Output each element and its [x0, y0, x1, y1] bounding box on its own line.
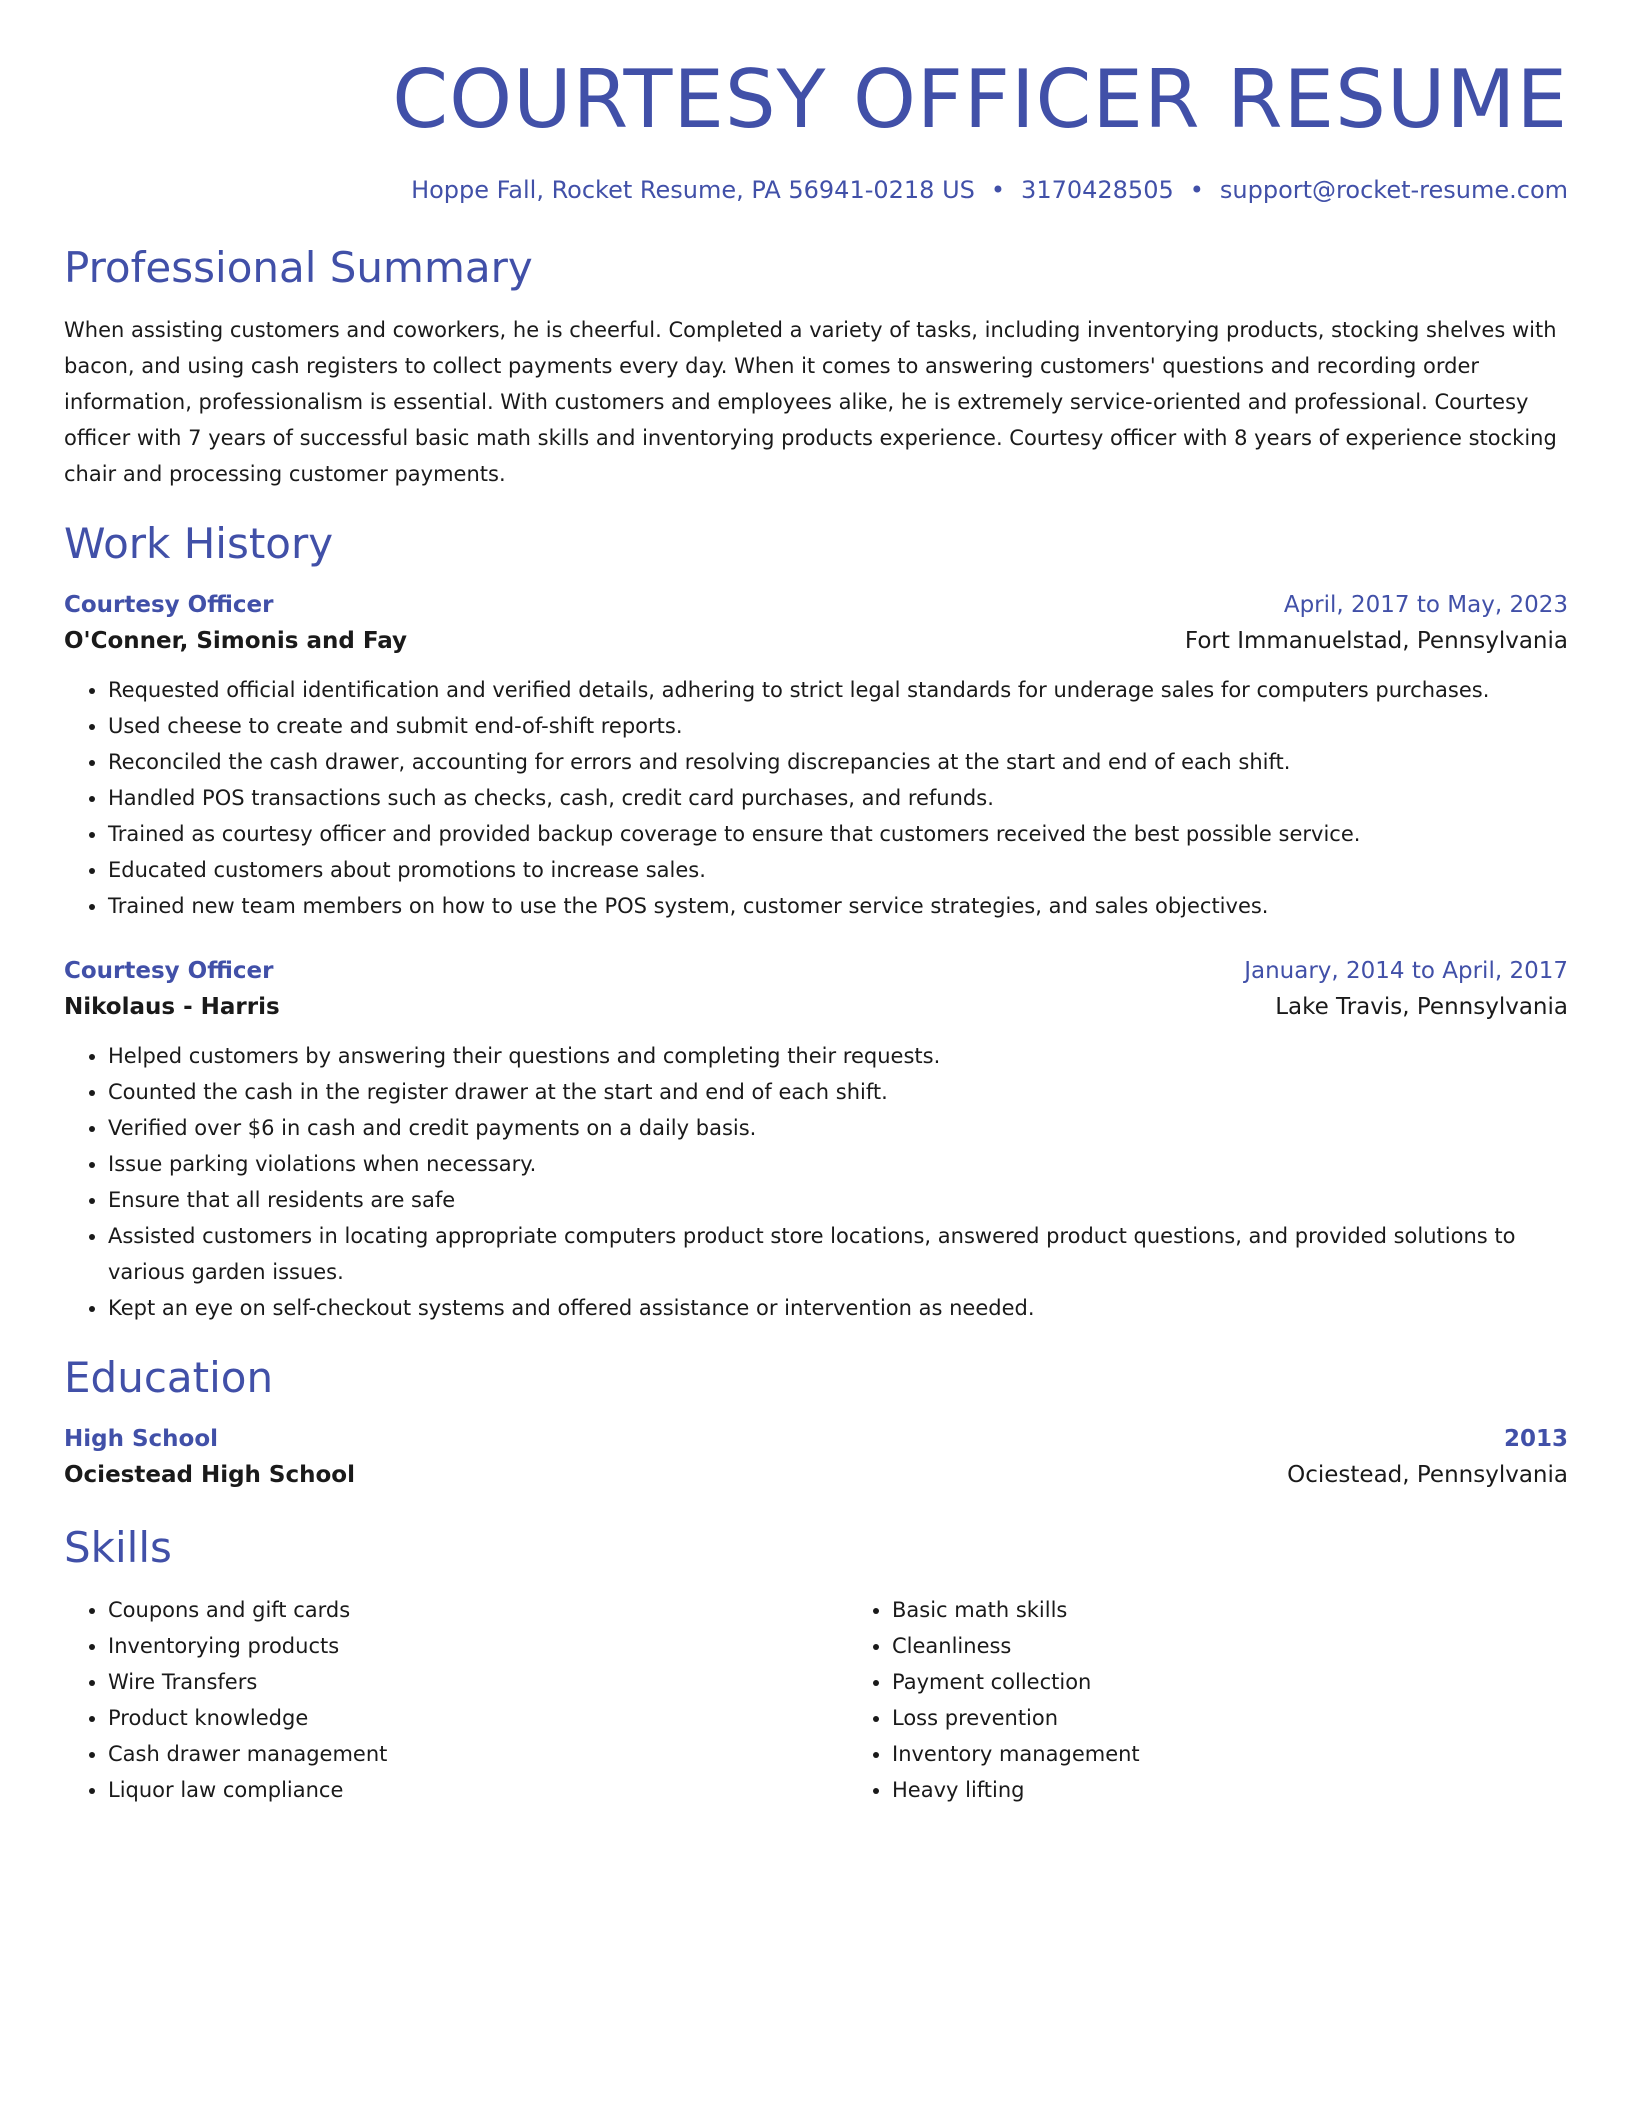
job-duties-list — [64, 1038, 1568, 1326]
education-degree-row — [64, 1422, 1568, 1456]
job-dates: January, 2014 to April, 2017 — [1244, 958, 1568, 984]
skill-item: • Wire Transfers — [108, 1664, 848, 1700]
skill-item: • Liquor law compliance — [108, 1772, 848, 1808]
contact-email: support@rocket-resume.com — [1219, 176, 1568, 204]
job-duty: • Ensure that all residents are safe — [108, 1182, 1568, 1218]
skills-section — [64, 1522, 1568, 1808]
resume-title: COURTESY OFFICER RESUME — [392, 53, 1568, 146]
education-location: Ociestead, Pennsylvania — [1287, 1462, 1568, 1488]
education-year: 2013 — [1503, 1426, 1568, 1452]
skill-item: • Product knowledge — [108, 1700, 848, 1736]
job-company-row — [64, 988, 1568, 1026]
job-duties-list — [64, 672, 1568, 924]
education-entry — [64, 1422, 1568, 1494]
job-duty: • Assisted customers in locating appropriate computers product store locations, answered product questions, and provided solutions to various garden issues. — [108, 1218, 1568, 1290]
contact-separator: • — [1189, 176, 1204, 204]
job-duty: • Trained as courtesy officer and provided backup coverage to ensure that customers received the best possible service. — [108, 816, 1568, 852]
skill-item: • Loss prevention — [892, 1700, 1632, 1736]
job-duty: • Verified over $6 in cash and credit payments on a daily basis. — [108, 1110, 1568, 1146]
skill-item: • Heavy lifting — [892, 1772, 1632, 1808]
education-degree: High School — [64, 1426, 219, 1452]
job-title: Courtesy Officer — [64, 958, 274, 984]
work-history-section — [64, 518, 1568, 1326]
contact-line — [64, 174, 1568, 206]
job-duty: • Handled POS transactions such as checks, cash, credit card purchases, and refunds. — [108, 780, 1568, 816]
job-location: Lake Travis, Pennsylvania — [1275, 994, 1568, 1020]
skill-item: • Inventorying products — [108, 1628, 848, 1664]
summary-section — [64, 242, 1568, 492]
education-school-row — [64, 1456, 1568, 1494]
work-history-heading: Work History — [64, 519, 334, 568]
job-entry — [64, 954, 1568, 1326]
resume-header — [64, 52, 1568, 206]
education-section — [64, 1352, 1568, 1494]
job-title: Courtesy Officer — [64, 592, 274, 618]
skills-heading: Skills — [64, 1523, 172, 1572]
skill-item: • Cleanliness — [892, 1628, 1632, 1664]
job-duty: • Kept an eye on self-checkout systems and offered assistance or intervention as needed. — [108, 1290, 1568, 1326]
job-duty: • Counted the cash in the register drawer at the start and end of each shift. — [108, 1074, 1568, 1110]
job-duty: • Requested official identification and verified details, adhering to strict legal standards for underage sales for computers purchases. — [108, 672, 1568, 708]
contact-separator: • — [990, 176, 1006, 204]
summary-text: When assisting customers and coworkers, he is cheerful. Completed a variety of tasks, including inventorying products, stocking shelves with bacon, and using cash registers to collect payments every day. When it comes to answering customers' questions and recording order information, professionalism is essential. With customers and employees alike, he is extremely service-oriented and professional. Courtesy officer with 7 years of successful basic math skills and inventorying products experience. Courtesy officer with 8 years of experience stocking chair and processing customer payments. — [64, 318, 1557, 486]
job-company: Nikolaus - Harris — [64, 994, 280, 1020]
job-duty: • Issue parking violations when necessary. — [108, 1146, 1568, 1182]
job-duty: • Helped customers by answering their questions and completing their requests. — [108, 1038, 1568, 1074]
job-entry — [64, 588, 1568, 924]
job-title-row — [64, 588, 1568, 622]
job-duty: • Used cheese to create and submit end-of-shift reports. — [108, 708, 1568, 744]
job-duty: • Educated customers about promotions to increase sales. — [108, 852, 1568, 888]
job-location: Fort Immanuelstad, Pennsylvania — [1184, 628, 1568, 654]
job-title-row — [64, 954, 1568, 988]
skill-item: • Basic math skills — [892, 1592, 1632, 1628]
skill-item: • Payment collection — [892, 1664, 1632, 1700]
job-company: O'Conner, Simonis and Fay — [64, 628, 408, 654]
job-duty: • Trained new team members on how to use the POS system, customer service strategies, and sales objectives. — [108, 888, 1568, 924]
skill-item: • Cash drawer management — [108, 1736, 848, 1772]
job-company-row — [64, 622, 1568, 660]
education-school: Ociestead High School — [64, 1462, 355, 1488]
skills-list-right — [848, 1592, 1632, 1808]
skill-item: • Inventory management — [892, 1736, 1632, 1772]
education-heading: Education — [64, 1353, 274, 1402]
skills-list-left — [64, 1592, 848, 1808]
job-duty: • Reconciled the cash drawer, accounting for errors and resolving discrepancies at the start and end of each shift. — [108, 744, 1568, 780]
contact-address: Hoppe Fall, Rocket Resume, PA 56941-0218 US — [411, 176, 975, 204]
summary-heading: Professional Summary — [64, 243, 533, 292]
contact-phone: 3170428505 — [1021, 176, 1174, 204]
job-dates: April, 2017 to May, 2023 — [1283, 592, 1568, 618]
skills-columns — [64, 1592, 1568, 1808]
skill-item: • Coupons and gift cards — [108, 1592, 848, 1628]
